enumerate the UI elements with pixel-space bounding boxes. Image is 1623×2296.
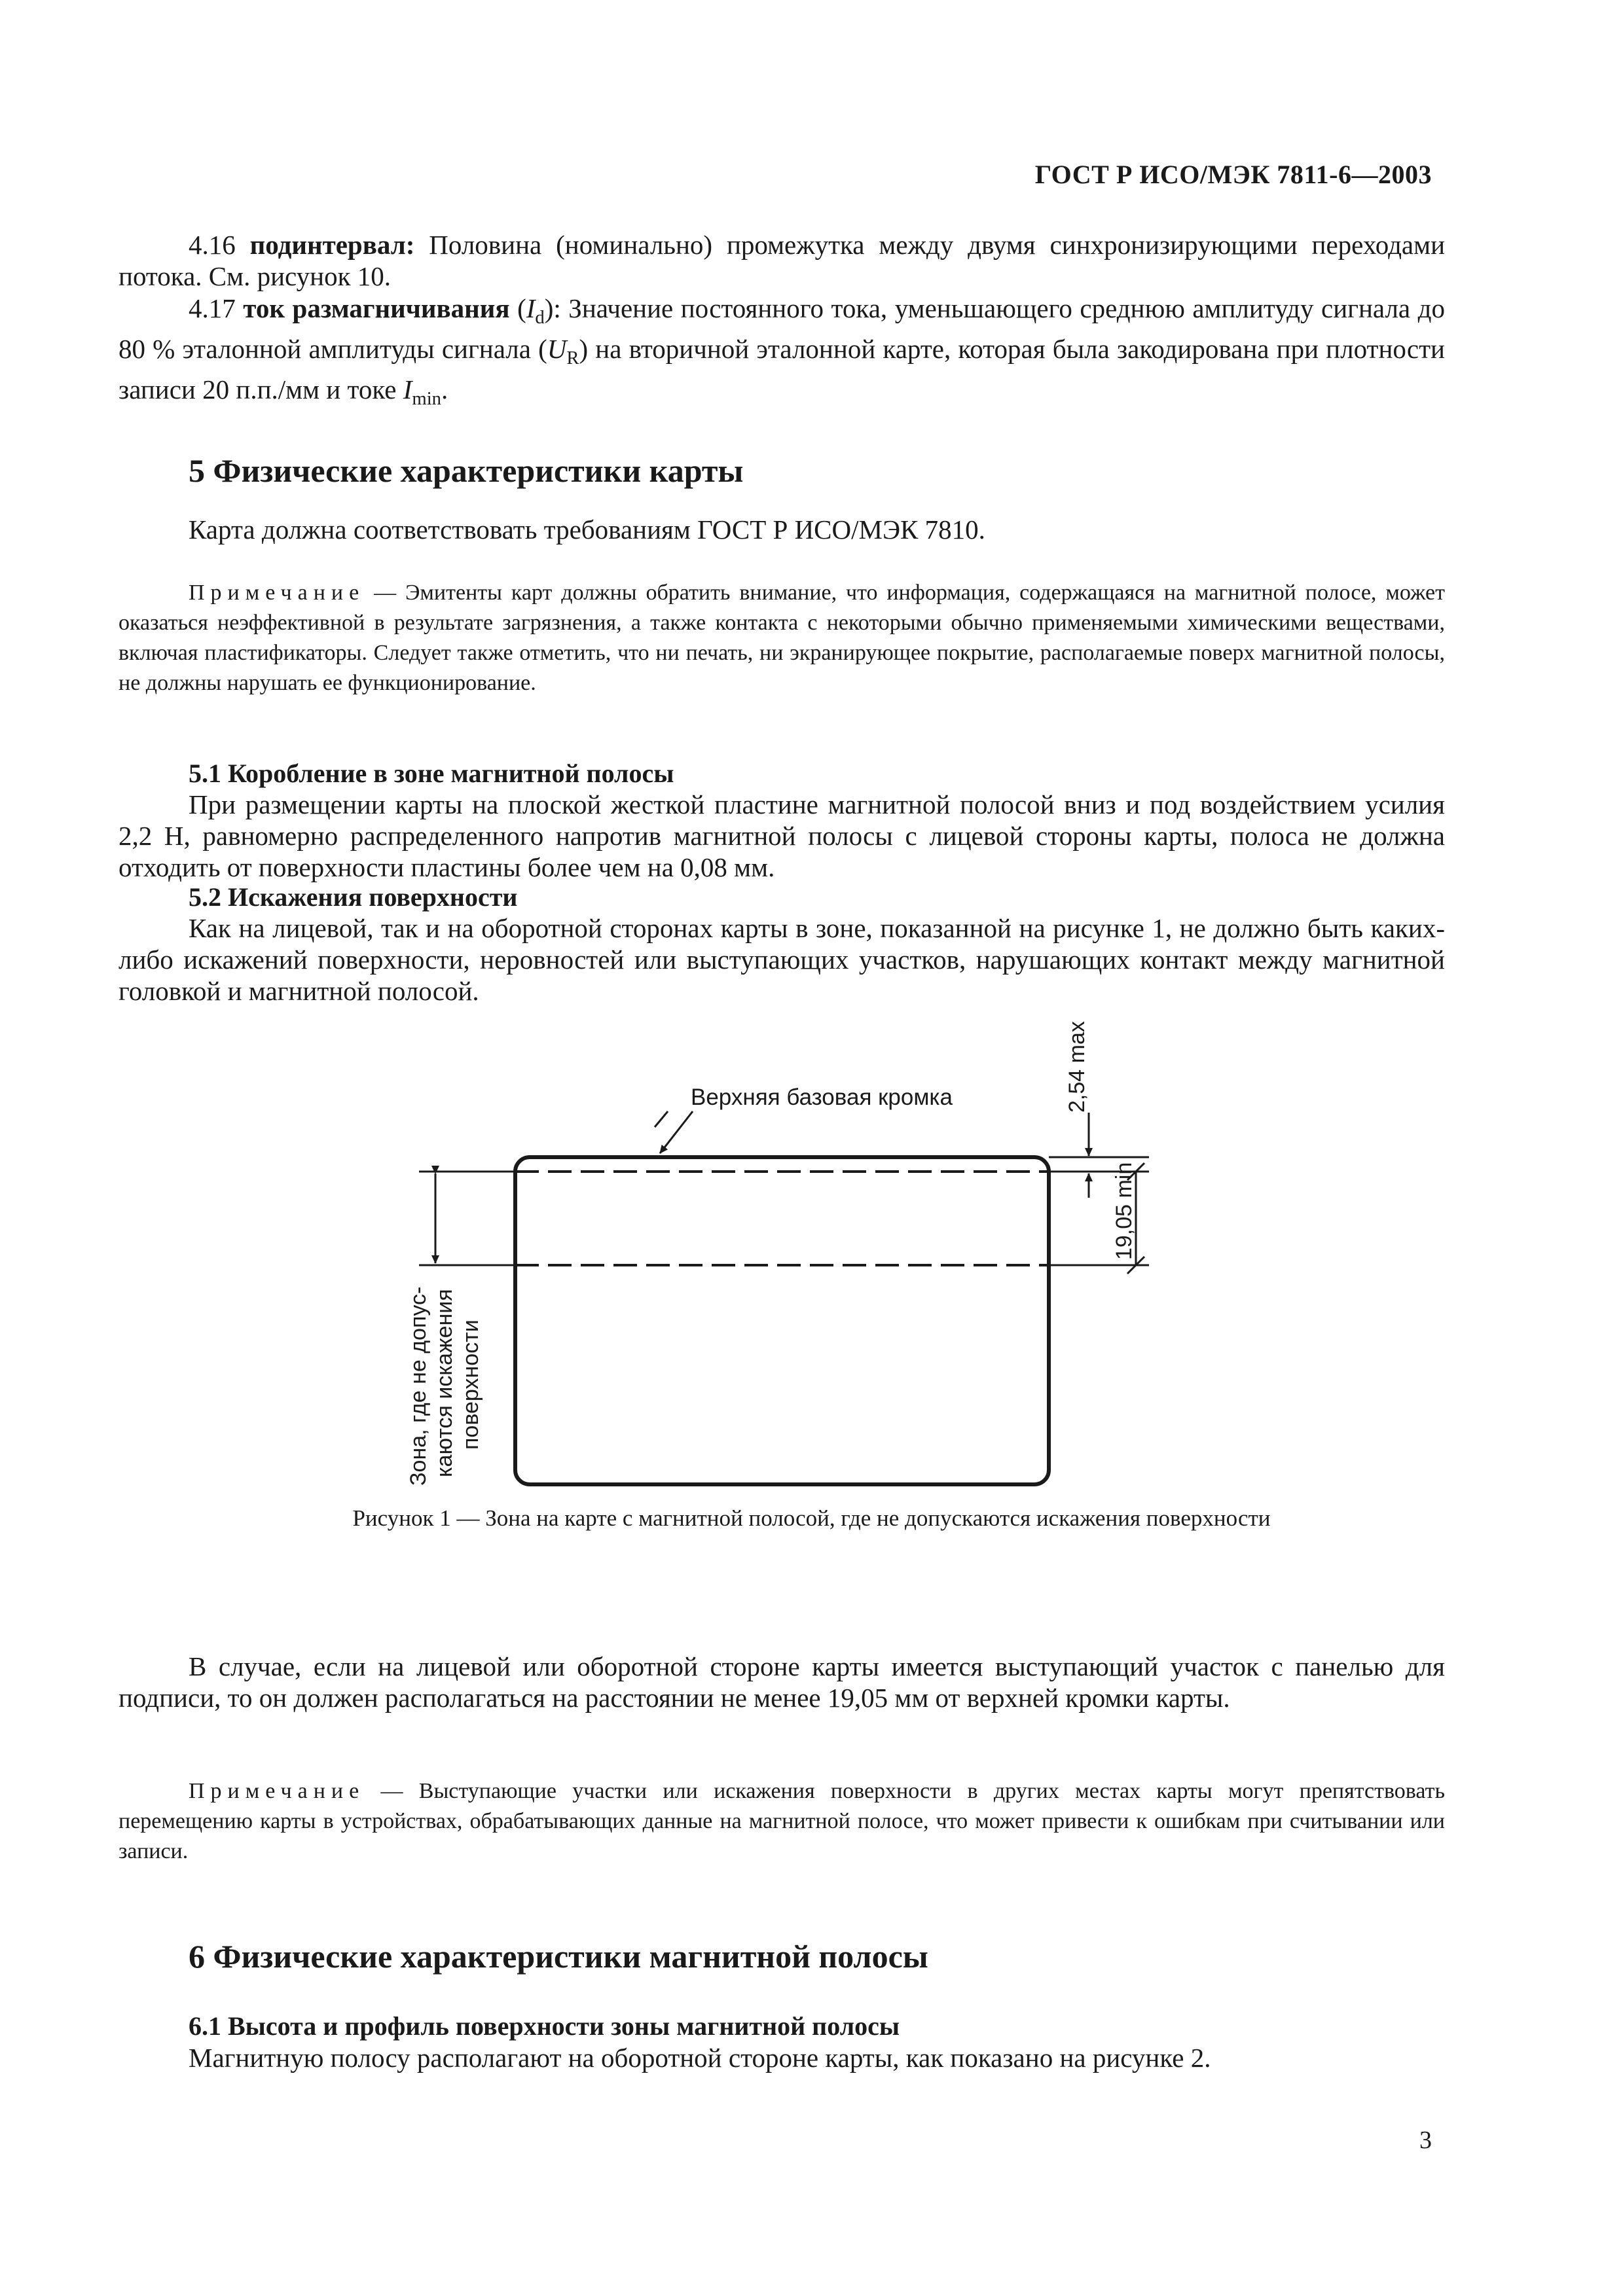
label-dim-19-05: 19,05 min — [1112, 1162, 1137, 1260]
section-5-1-title: 5.1 Коробление в зоне магнитной полосы — [189, 759, 674, 788]
item-text: ): Значение постоянного тока, уменьшающего среднюю амплитуду сигнала до 80 % эталонной амплитуды сигнала ( — [119, 293, 1445, 365]
note-label: Примечание — [189, 1779, 365, 1803]
card-outline — [515, 1157, 1049, 1484]
symbol: U — [547, 334, 567, 365]
standard-header: ГОСТ Р ИСО/МЭК 7811-6—2003 — [1034, 160, 1432, 189]
section-5-1-text: При размещении карты на плоской жесткой пластине магнитной полосой вниз и под воздействием усилия 2,2 Н, равномерно распределенного напротив магнитной полосы с лицевой стороны карты, полоса не должна отходить от поверхности пластины более чем на 0,08 мм. — [119, 789, 1445, 882]
item-term: подинтервал: — [249, 230, 415, 260]
top-edge-leader-arrow — [660, 1111, 693, 1153]
page-number: 3 — [1419, 2126, 1432, 2154]
note-text: — Эмитенты карт должны обратить внимание, что информация, содержащаяся на магнитной полосе, может оказаться неэффективной в результате загрязнения, а также контакта с некоторыми обычно применяемыми химическими веществами, включая пластификаторы. Следует также отметить, что ни печать, ни экранирующее покрытие, располагаемые поверх магнитной полосы, не должны нарушать ее функционирование. — [119, 581, 1445, 695]
figure-1-caption: Рисунок 1 — Зона на карте с магнитной полосой, где не допускаются искажения поверхности — [352, 1505, 1271, 1531]
symbol-subscript: R — [566, 348, 579, 369]
label-zone-line-1: Зона, где не допус- — [406, 1286, 431, 1486]
item-text: ( — [509, 293, 526, 323]
label-dim-2-54: 2,54 max — [1065, 1021, 1089, 1113]
note-label: Примечание — [189, 581, 365, 605]
item-number: 4.17 — [189, 293, 236, 323]
after-figure-note — [119, 1776, 1445, 1867]
section-5-intro: Карта должна соответствовать требованиям ГОСТ Р ИСО/МЭК 7810. — [189, 514, 985, 545]
symbol-subscript: d — [535, 307, 545, 329]
section-5-2-title: 5.2 Искажения поверхности — [189, 882, 518, 912]
signature-panel-text: В случае, если на лицевой или оборотной стороне карты имеется выступающий участок с панелью для подписи, то он должен располагаться на расстоянии не менее 19,05 мм от верхней кромки карты. — [119, 1651, 1445, 1713]
symbol: I — [403, 374, 412, 405]
section-5-2-text: Как на лицевой, так и на оборотной сторонах карты в зоне, показанной на рисунке 1, не должно быть каких-либо искажений поверхности, неровностей или выступающих участков, нарушающих контакт между магнитной головкой и магнитной полосой. — [119, 913, 1445, 1006]
item-text: ) на вторичной эталонной карте, которая была закодирована при плотности записи 20 п.п./мм и токе — [119, 334, 1445, 405]
label-zone-line-2: каются искажения — [432, 1289, 457, 1477]
symbol: I — [526, 293, 536, 323]
symbol-subscript: min — [412, 388, 442, 410]
item-term: ток размагничивания — [243, 293, 510, 323]
section-6-1-text: Магнитную полосу располагают на оборотной стороне карты, как показано на рисунке 2. — [189, 2043, 1211, 2073]
section-6-1-title: 6.1 Высота и профиль поверхности зоны магнитной полосы — [189, 2011, 900, 2041]
label-top-edge: Верхняя базовая кромка — [691, 1085, 953, 1110]
note-text: — Выступающие участки или искажения поверхности в других местах карты могут препятствовать перемещению карты в устройствах, обрабатывающих данные на магнитной полосе, что может привести к ошибкам при считывании или записи. — [119, 1779, 1445, 1863]
label-zone-line-3: поверхности — [458, 1319, 483, 1450]
item-text: Половина (номинально) промежутка между двумя синхронизирующими переходами потока. См. рисунок 10. — [119, 230, 1446, 291]
label-leader-line — [655, 1111, 668, 1127]
section-5-title: 5 Физические характеристики карты — [189, 452, 744, 489]
item-number: 4.16 — [189, 230, 236, 260]
item-text: . — [441, 374, 448, 405]
section-6-title: 6 Физические характеристики магнитной полосы — [189, 1938, 928, 1975]
